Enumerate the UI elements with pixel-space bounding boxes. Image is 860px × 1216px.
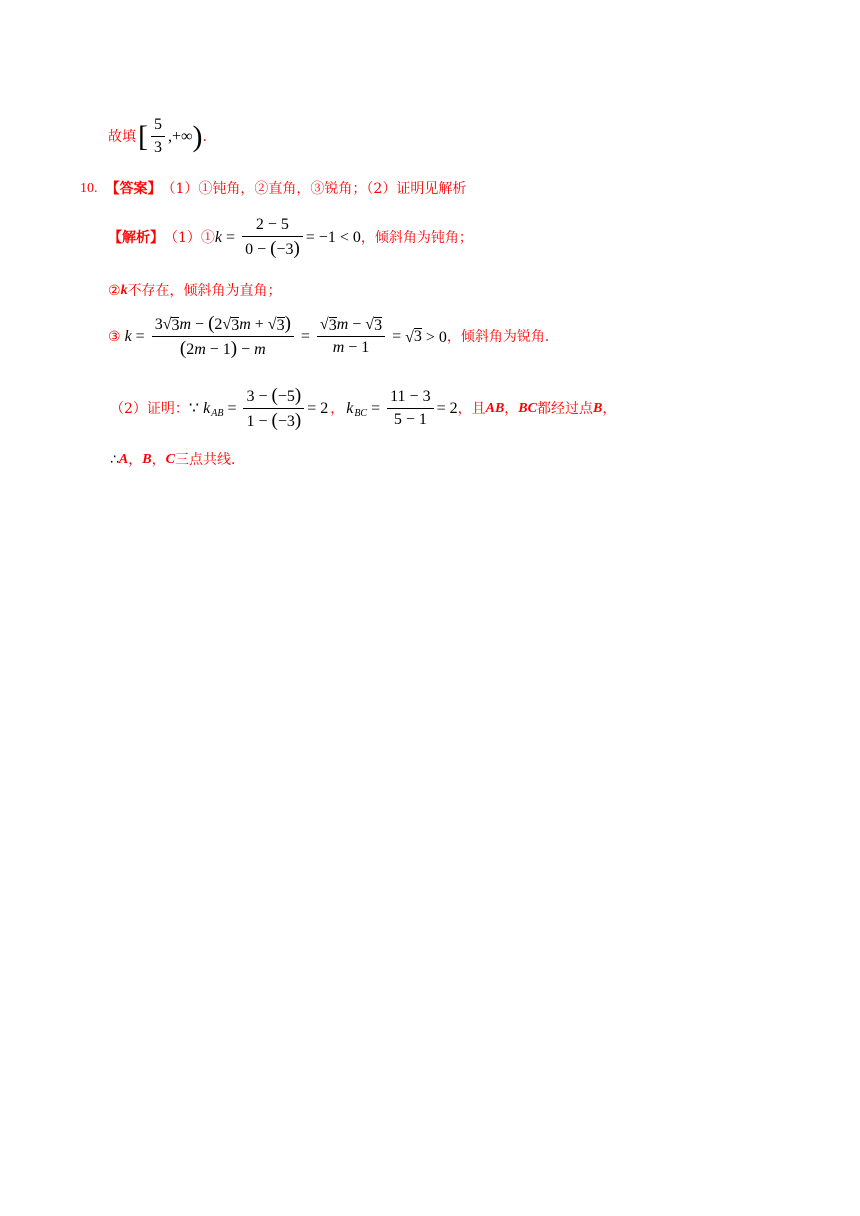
question-10-answer: [80, 182, 466, 196]
point-b-2: B: [142, 452, 152, 467]
eq1-numerator: 2 − 5: [255, 216, 289, 233]
eq1-result: = −1 < 0: [305, 228, 361, 246]
fill-label: 故填: [108, 128, 136, 145]
answer-tag: 【答案】: [105, 181, 162, 197]
eq3-fraction-2: [317, 316, 385, 358]
interval-numerator: 5: [154, 116, 162, 133]
eq1-suffix: ，倾斜角为钝角；: [360, 229, 473, 246]
line2-text: 不存在，倾斜角为直角；: [127, 283, 282, 299]
proof-prefix: （2）证明：: [110, 400, 189, 417]
eq3-fraction-1: [152, 314, 294, 360]
eq3-denominator: (2m − 1) − m: [179, 338, 266, 360]
segment-bc: BC: [518, 400, 537, 416]
question-number: 10.: [80, 181, 98, 196]
kbc-fraction: [387, 388, 433, 430]
slope-ab-equation: ∵ k AB = $\frac{3 - (-5)}{1 - (-3)}$ = 2: [188, 385, 329, 432]
separator: ，: [330, 400, 345, 417]
kab-denominator: 1 − (−3): [246, 410, 302, 432]
analysis-line-5: ∴ A ， B ， C 三点共线．: [110, 452, 245, 468]
line2-prefix: ②: [108, 283, 121, 299]
kbc-result: = 2: [436, 399, 458, 417]
line3-suffix: ，倾斜角为锐角．: [446, 328, 559, 345]
eq1-denominator: 0 − (−3): [245, 238, 300, 260]
answer-text: （1）①钝角，②直角，③锐角；（2）证明见解析: [161, 181, 467, 197]
eq3-frac2-numerator: √ 3 m − √ 3: [319, 316, 383, 334]
collinear-text: 三点共线．: [174, 452, 245, 468]
kab-result: = 2: [307, 399, 329, 417]
eq1-fraction: [242, 216, 303, 260]
slope-bc-equation: k BC = $\frac{11 - 3}{5 - 1}$ = 2: [346, 388, 458, 429]
eq3-numerator: 3 √ 3 m − (2 √ 3 m + √ 3 ): [154, 313, 291, 334]
eq3-k: k: [124, 327, 132, 345]
kab-fraction: [243, 386, 304, 432]
eq3-result: √ 3 > 0: [405, 327, 447, 346]
kab-numerator: 3 − (−5): [246, 385, 302, 406]
analysis-line-1: [108, 216, 473, 260]
interval-denominator: 3: [154, 139, 162, 157]
therefore-symbol: ∴: [110, 452, 119, 468]
fill-end: .: [202, 128, 207, 145]
line2-k: k: [120, 283, 128, 298]
analysis-tag: 【解析】: [108, 229, 164, 246]
right-paren: ): [192, 119, 203, 153]
line3-prefix: ③: [108, 328, 121, 345]
analysis-line-2: [108, 284, 282, 298]
point-a: A: [118, 452, 129, 467]
eq1-k: k: [214, 228, 223, 246]
analysis-line-4: （2）证明： ∵ k AB = $\frac{3 - (-5)}{1 - (-3)}$ = 2 ， k BC = $\frac{11 - 3}{5 - 1}$ = 2 ，且 AB ， BC 都经过点 B ，: [110, 385, 617, 432]
slope-equation-1: k = $\frac{2 - 5}{0 - (-3)}$ = −1 < 0: [214, 216, 361, 260]
kbc-numerator: 11 − 3: [390, 388, 431, 405]
eq3-frac2-denominator: m − 1: [332, 339, 370, 357]
because-symbol: ∵: [188, 399, 200, 417]
part1-prefix: （1）①: [164, 229, 215, 246]
interval-rest: ,+∞: [168, 127, 193, 145]
point-c: C: [165, 452, 175, 467]
kbc-denominator: 5 − 1: [393, 411, 427, 429]
interval-expression: [138, 116, 202, 158]
point-b: B: [592, 400, 603, 416]
slope-equation-3: k = 3 √ 3 m − (2 √ 3 m + √ 3 ) (2m − 1) − m = √ 3 m − √ 3 m − 1 = √ 3 > 0: [124, 313, 447, 360]
left-bracket: [: [138, 119, 148, 153]
interval-fraction: [151, 116, 165, 158]
fill-answer-line: [108, 116, 207, 158]
segment-ab: AB: [485, 400, 505, 416]
analysis-line-3: [108, 314, 559, 360]
